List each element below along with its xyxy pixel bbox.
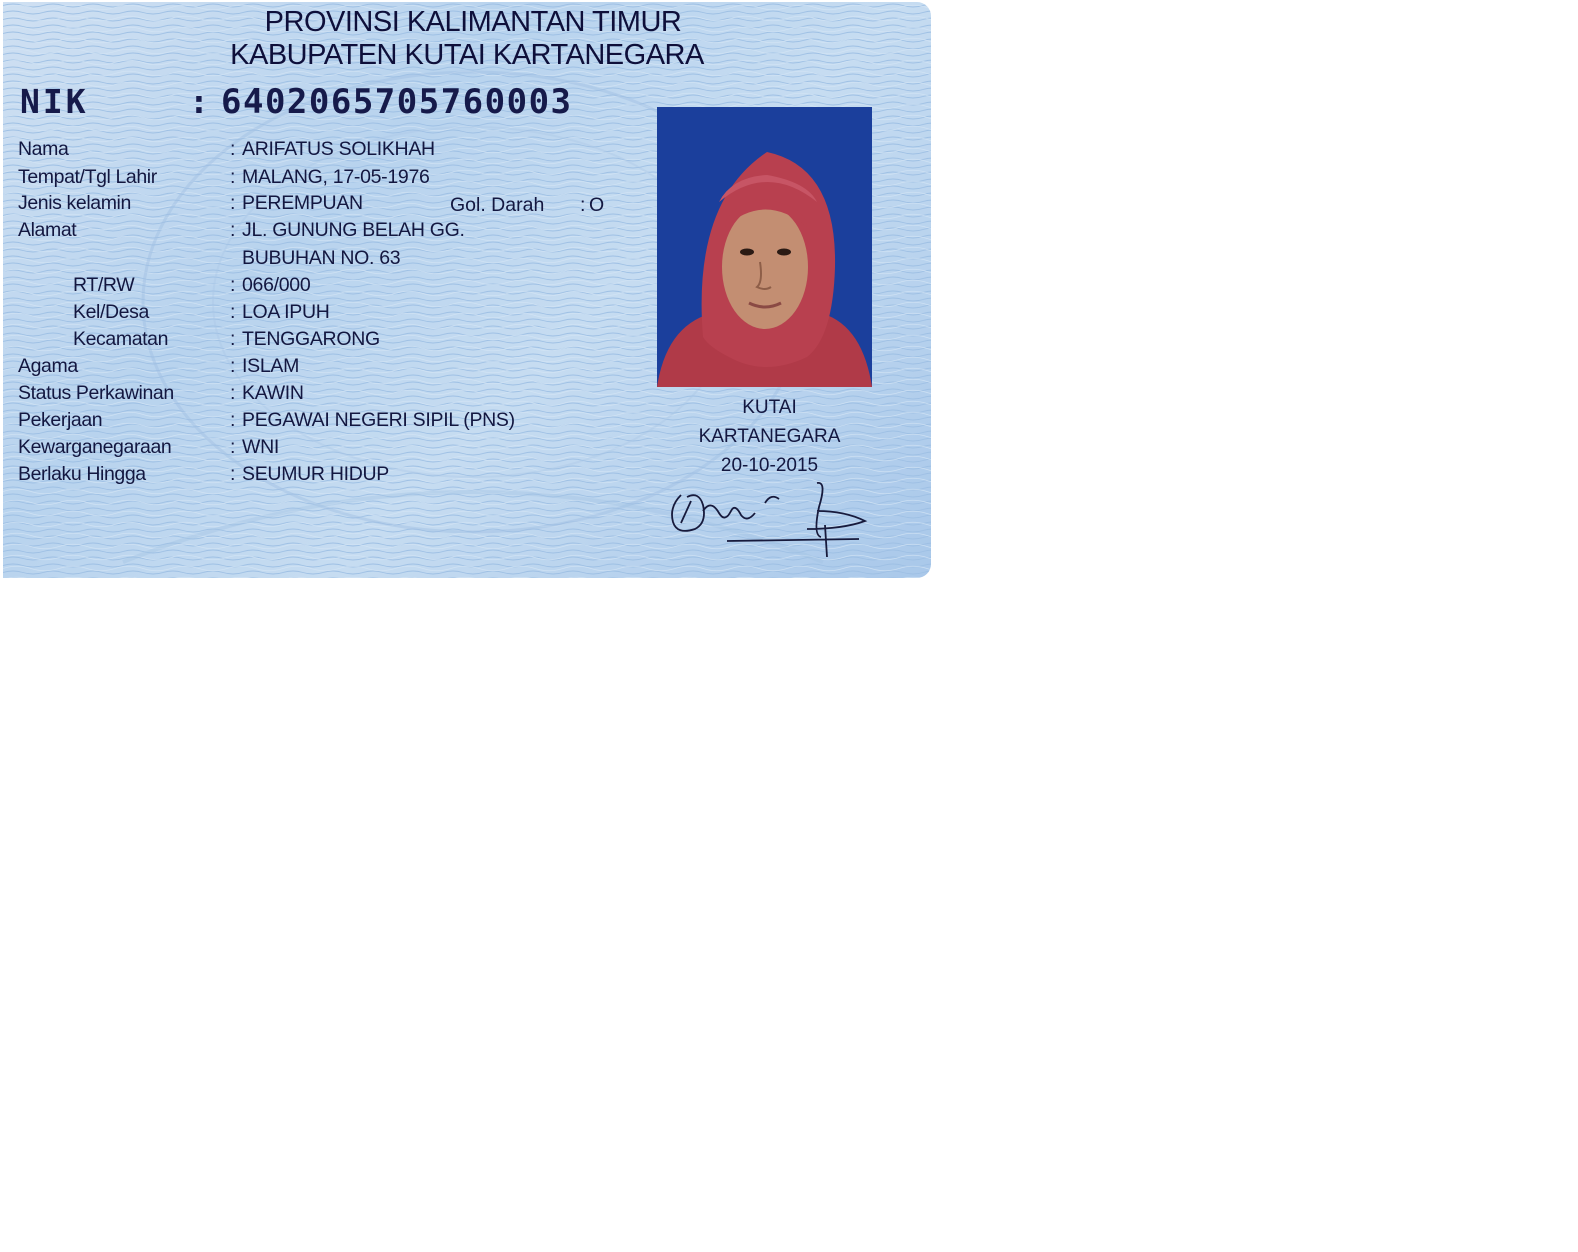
field-colon: : [230,301,236,323]
card-header [3,6,931,72]
field-colon: : [230,219,236,241]
field-label: Pekerjaan [18,409,103,431]
field-value: LOA IPUH [242,301,330,323]
field-value: PEREMPUAN [242,192,363,214]
field-value: MALANG, 17-05-1976 [242,166,430,188]
field-label: Berlaku Hingga [18,463,146,485]
field-value: BUBUHAN NO. 63 [242,247,401,269]
issued-date: 20-10-2015 [720,455,819,476]
blood-type-value: O [589,194,605,216]
field-label: RT/RW [73,274,135,296]
field-label: Status Perkawinan [18,382,174,404]
field-value: ISLAM [242,355,300,377]
field-label: Kel/Desa [73,301,149,323]
field-colon: : [230,409,236,431]
holder-photo [657,107,872,387]
field-colon: : [230,328,236,350]
field-value: ARIFATUS SOLIKHAH [242,138,435,160]
field-label: Alamat [18,219,77,241]
field-colon: : [230,382,236,404]
field-value: WNI [242,436,280,458]
field-label: Kewarganegaraan [18,436,172,458]
field-label: Jenis kelamin [18,192,131,214]
issued-place-line2: KARTANEGARA [698,426,841,447]
field-value: JL. GUNUNG BELAH GG. [242,219,465,241]
field-colon: : [230,436,236,458]
field-colon: : [230,192,236,214]
nik-value: 6402065705760003 [221,82,573,122]
field-label: Kecamatan [73,328,169,350]
field-value: KAWIN [242,382,304,404]
blood-type-colon: : [580,194,586,216]
blood-type-label: Gol. Darah [450,194,545,216]
province-title: PROVINSI KALIMANTAN TIMUR [264,6,682,38]
field-value: SEUMUR HIDUP [242,463,389,485]
nik-colon: : [189,82,209,121]
nik-label: NIK [20,82,89,121]
issued-place-line1: KUTAI [742,397,797,418]
field-label: Tempat/Tgl Lahir [18,166,157,188]
field-colon: : [230,166,236,188]
signature [667,477,872,562]
field-value: 066/000 [242,274,311,296]
field-colon: : [230,138,236,160]
field-label: Agama [18,355,78,377]
regency-title: KABUPATEN KUTAI KARTANEGARA [230,39,704,71]
field-colon: : [230,274,236,296]
portrait-illustration [657,107,872,387]
field-value: TENGGARONG [242,328,380,350]
field-value: PEGAWAI NEGERI SIPIL (PNS) [242,409,515,431]
field-colon: : [230,463,236,485]
field-label: Nama [18,138,69,160]
id-card [3,2,931,578]
field-colon: : [230,355,236,377]
